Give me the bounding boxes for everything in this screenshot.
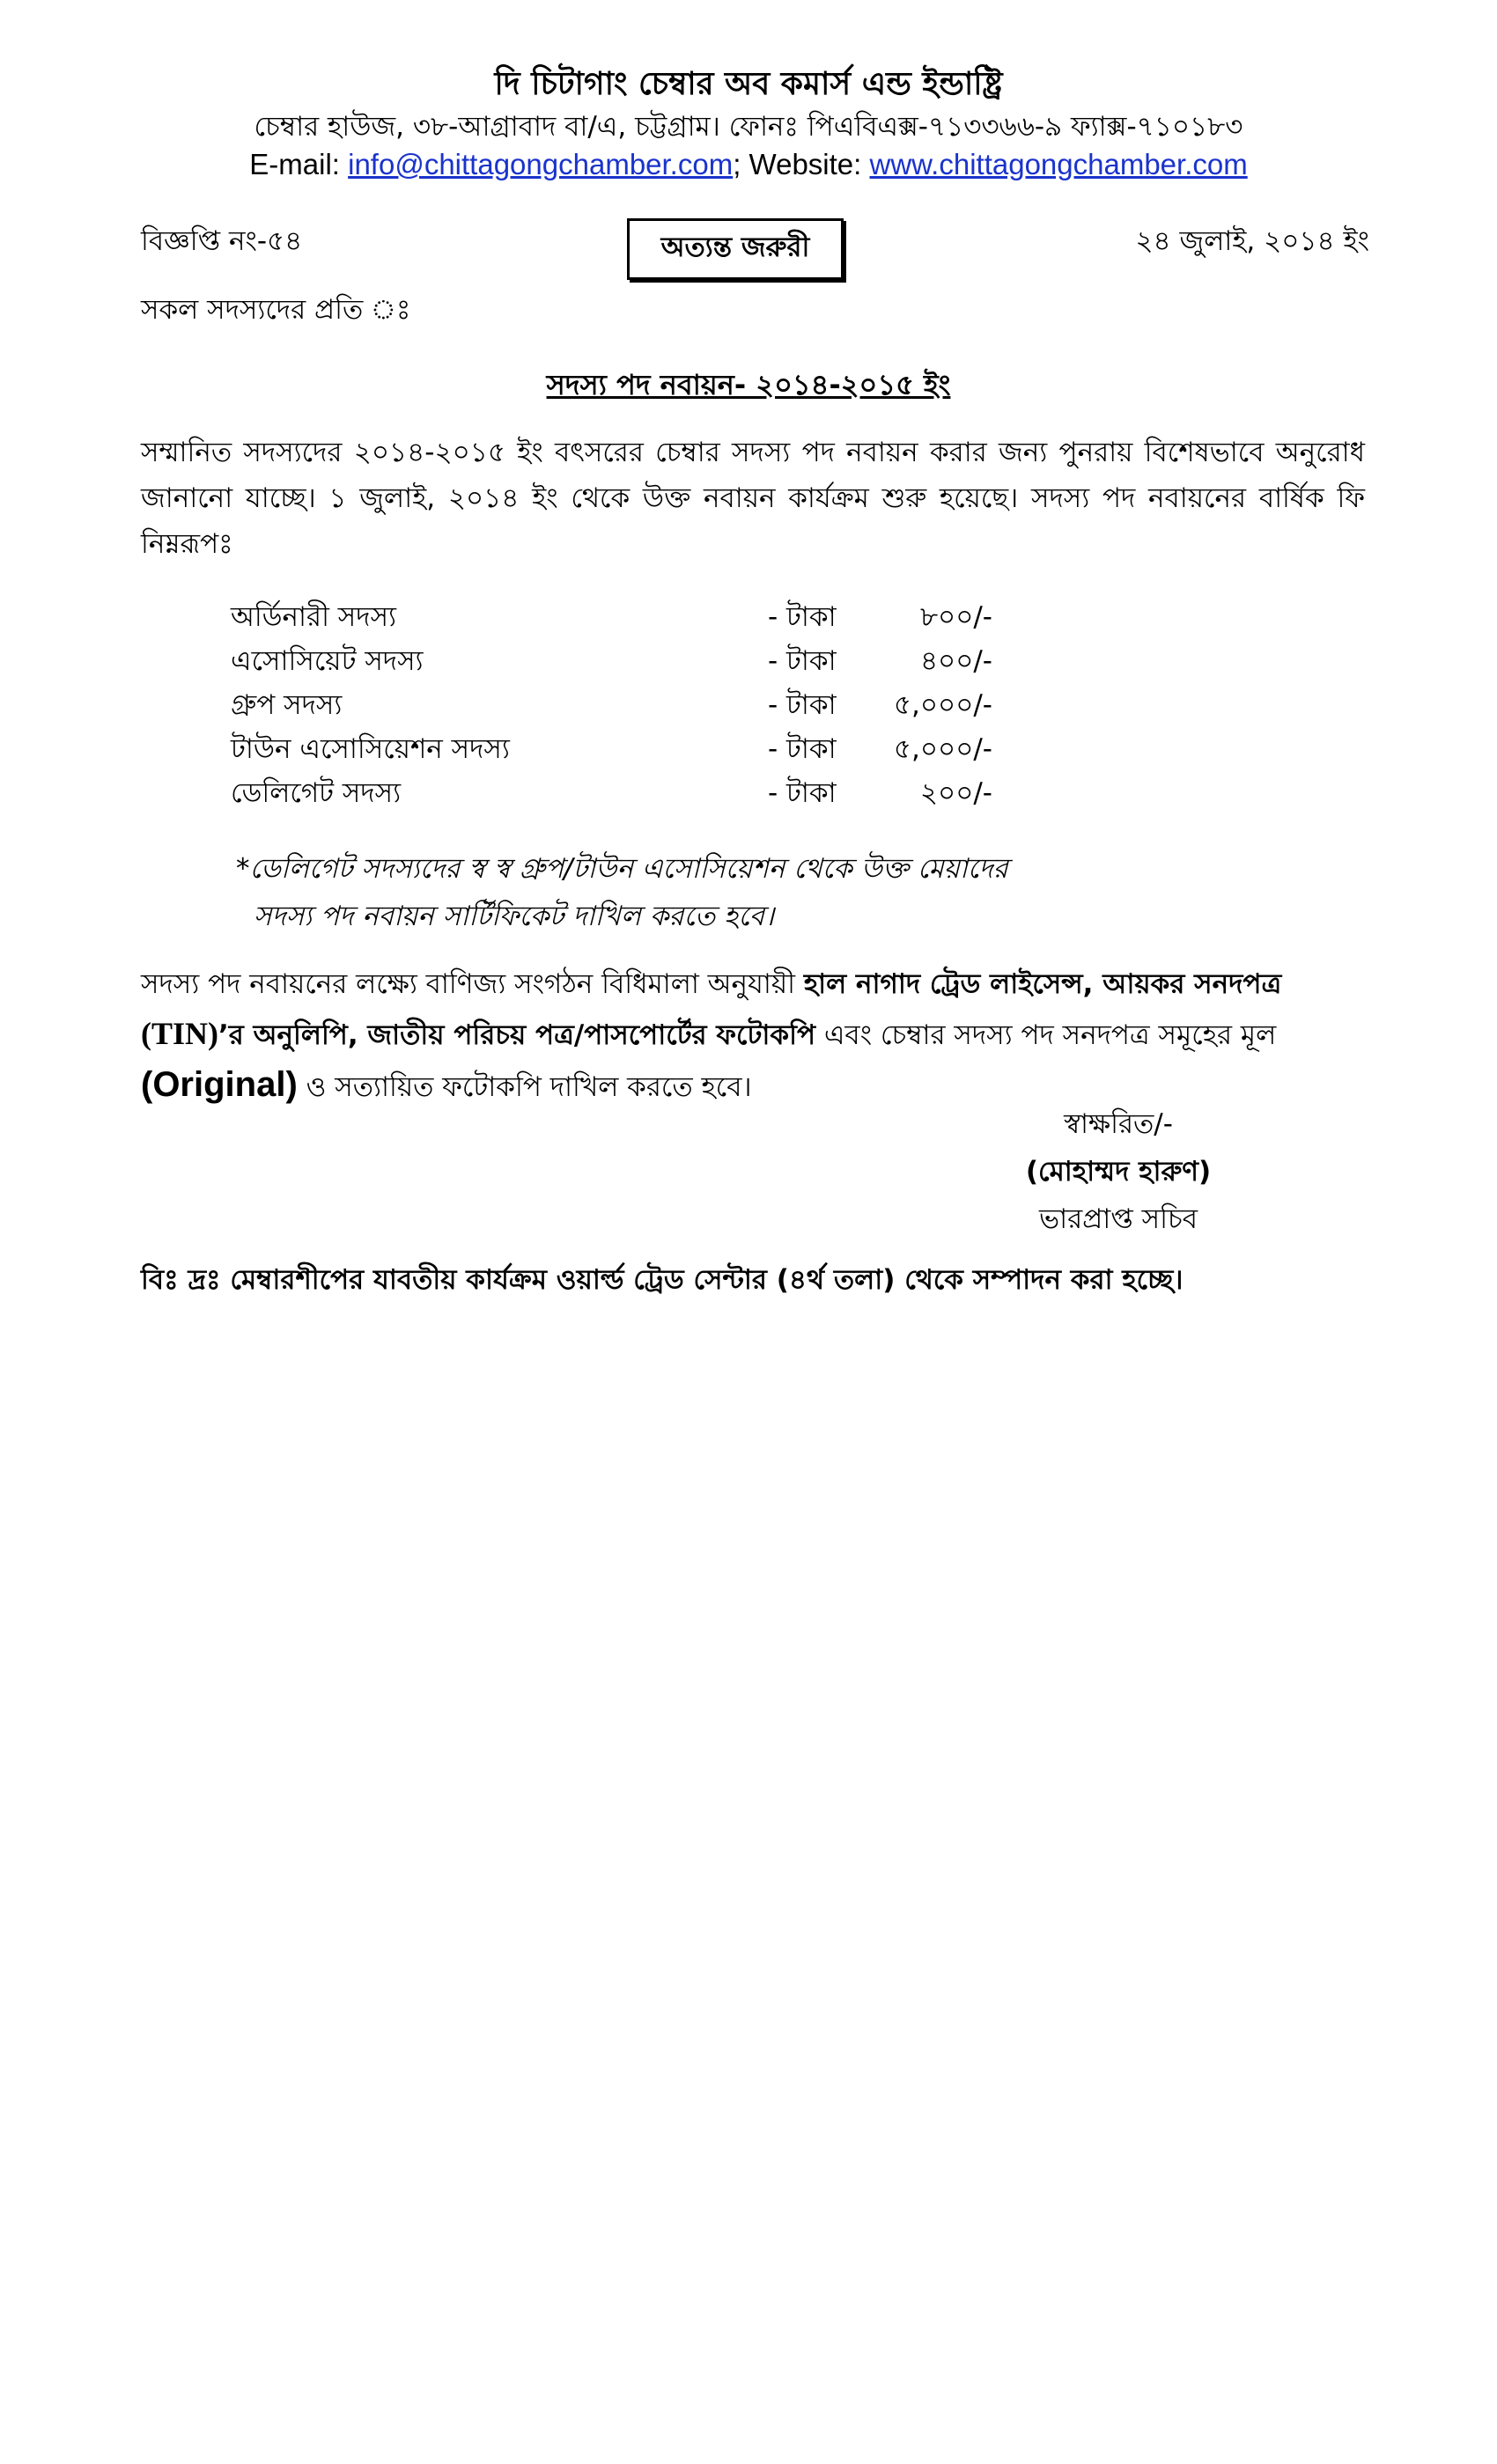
- urgent-label: অত্যন্ত জরুরী: [660, 232, 810, 263]
- fee-row: [231, 684, 1023, 728]
- fee-amount: ৫,০০০/-: [893, 689, 992, 721]
- org-name: দি চিটাগাং চেম্বার অব কমার্স এন্ড ইন্ডাষ্ট্রি: [494, 66, 1003, 102]
- requirements-bold-id: ’র অনুলিপি, জাতীয় পরিচয় পত্র/পাসপোর্টের ফটোকপি: [218, 1019, 815, 1051]
- org-contact: [0, 148, 1497, 181]
- website-label: ; Website:: [733, 148, 870, 180]
- requirements-text: সদস্য পদ নবায়নের লক্ষ্যে বাণিজ্য সংগঠন বিধিমালা অনুযায়ী: [141, 968, 804, 1000]
- fee-amount: ৪০০/-: [919, 645, 992, 677]
- fee-row: [231, 772, 1023, 816]
- delegate-note: [236, 845, 1008, 940]
- requirements-text-3: ও সত্যায়িত ফটোকপি দাখিল করতে হবে।: [297, 1071, 752, 1103]
- fee-currency: - টাকা: [768, 733, 837, 765]
- fee-currency: - টাকা: [768, 777, 837, 809]
- subject-text: সদস্য পদ নবায়ন- ২০১৪-২০১৫ ইং: [546, 368, 951, 401]
- original-label: (Original): [141, 1065, 298, 1104]
- org-address: চেম্বার হাউজ, ৩৮-আগ্রাবাদ বা/এ, চট্টগ্রাম। ফোনঃ পিএবিএক্স-৭১৩৩৬৬-৯ ফ্যাক্স-৭১০১৮৩: [254, 111, 1243, 143]
- signature-block: [969, 1100, 1268, 1243]
- salutation: সকল সদস্যদের প্রতি ঃ: [141, 294, 411, 326]
- fee-row: [231, 596, 1023, 640]
- delegate-note-line-2: সদস্য পদ নবায়ন সার্টিফিকেট দাখিল করতে হবে।: [254, 901, 775, 932]
- intro-paragraph: সম্মানিত সদস্যদের ২০১৪-২০১৫ ইং বৎসরের চেম্বার সদস্য পদ নবায়ন করার জন্য পুনরায় বিশেষভাবে অনুরোধ জানানো যাচ্ছে। ১ জুলাই, ২০১৪ ইং থেকে উক্ত নবায়ন কার্যক্রম শুরু হয়েছে। সদস্য পদ নবায়নের বার্ষিক ফি নিম্নরূপঃ: [141, 437, 1365, 560]
- fee-currency: - টাকা: [768, 645, 837, 677]
- fee-table: [231, 596, 1023, 816]
- tin-label: (TIN): [141, 1016, 218, 1051]
- fee-label: টাউন এসোসিয়েশন সদস্য: [231, 733, 510, 765]
- urgent-badge: [627, 218, 844, 280]
- email-label: E-mail:: [249, 148, 349, 180]
- fee-label: অর্ডিনারী সদস্য: [231, 601, 397, 633]
- footnote: বিঃ দ্রঃ মেম্বারশীপের যাবতীয় কার্যক্রম ওয়ার্ল্ড ট্রেড সেন্টার (৪র্থ তলা) থেকে সম্পাদন করা হচ্ছে।: [141, 1264, 1184, 1296]
- email-link[interactable]: info@chittagongchamber.com: [348, 148, 734, 180]
- fee-label: এসোসিয়েট সদস্য: [231, 645, 424, 677]
- fee-amount: ৮০০/-: [919, 601, 992, 633]
- fee-currency: - টাকা: [768, 601, 837, 633]
- fee-row: [231, 640, 1023, 684]
- requirements-text-2: এবং চেম্বার সদস্য পদ সনদপত্র সমূহের মূল: [815, 1019, 1277, 1051]
- notice-date: ২৪ জুলাই, ২০১৪ ইং: [1135, 225, 1369, 257]
- fee-label: ডেলিগেট সদস্য: [231, 777, 402, 809]
- fee-amount: ৫,০০০/-: [893, 733, 992, 765]
- fee-label: গ্রুপ সদস্য: [231, 689, 343, 721]
- signed-label: স্বাক্ষরিত/-: [1064, 1108, 1173, 1140]
- delegate-note-line-1: *ডেলিগেট সদস্যদের স্ব স্ব গ্রুপ/টাউন এসোসিয়েশন থেকে উক্ত মেয়াদের: [236, 853, 1008, 885]
- subject-heading: [0, 363, 1497, 410]
- signatory-name: (মোহাম্মদ হারুণ): [1025, 1156, 1212, 1188]
- notice-number: বিজ্ঞপ্তি নং-৫৪: [141, 225, 303, 257]
- requirements-paragraph: [141, 960, 1365, 1112]
- website-link[interactable]: www.chittagongchamber.com: [869, 148, 1248, 180]
- requirements-bold-docs: হাল নাগাদ ট্রেড লাইসেন্স, আয়কর সনদপত্র: [803, 968, 1282, 1000]
- fee-row: [231, 728, 1023, 772]
- fee-currency: - টাকা: [768, 689, 837, 721]
- fee-amount: ২০০/-: [919, 777, 992, 809]
- signatory-title: ভারপ্রাপ্ত সচিব: [1039, 1203, 1198, 1235]
